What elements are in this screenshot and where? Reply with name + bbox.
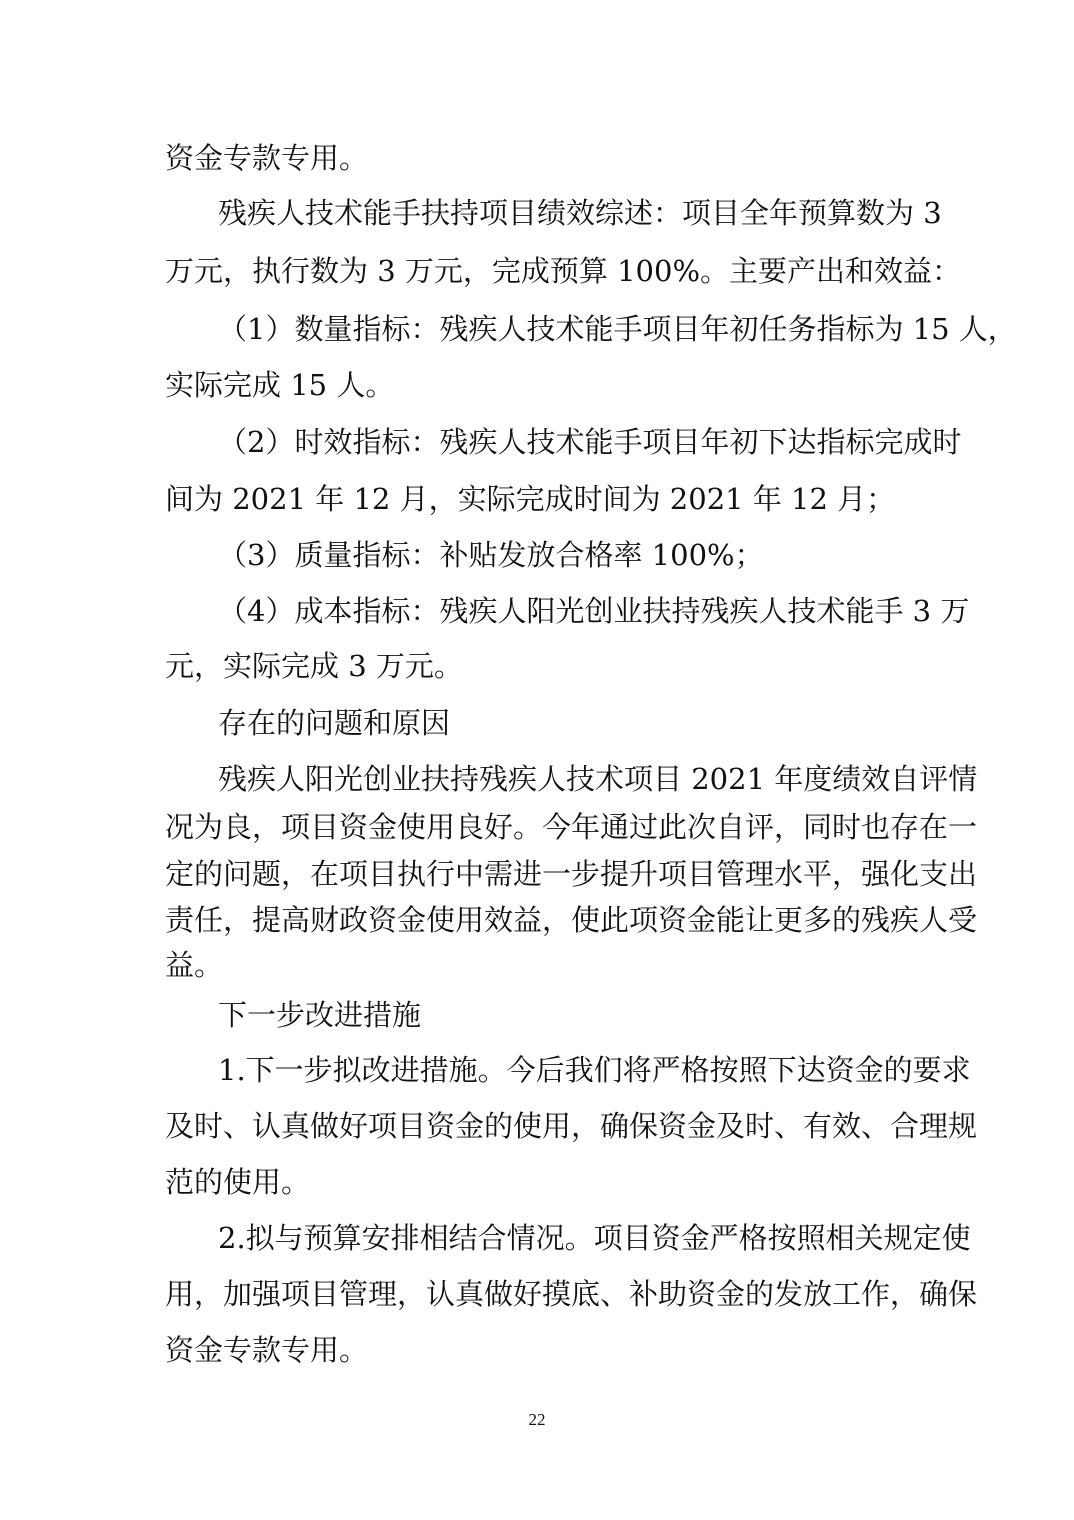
paragraph-line: 定的问题，在项目执行中需进一步提升项目管理水平，强化支出 (165, 857, 978, 891)
paragraph-line: （3）质量指标：补贴发放合格率 100%； (218, 538, 764, 572)
paragraph-line: 1.下一步拟改进措施。今后我们将严格按照下达资金的要求 (218, 1053, 971, 1087)
paragraph-line: 残疾人技术能手扶持项目绩效综述：项目全年预算数为 3 (218, 196, 942, 230)
section-heading-improvements: 下一步改进措施 (218, 998, 422, 1032)
paragraph-line: 及时、认真做好项目资金的使用，确保资金及时、有效、合理规 (165, 1109, 978, 1143)
page-number: 22 (528, 1410, 546, 1429)
paragraph-line: 残疾人阳光创业扶持残疾人技术项目 2021 年度绩效自评情 (218, 762, 978, 796)
paragraph-line: 元，实际完成 3 万元。 (165, 649, 463, 683)
paragraph-line: 益。 (165, 948, 224, 982)
paragraph-line: 资金专款专用。 (165, 141, 369, 175)
paragraph-line: 间为 2021 年 12 月，实际完成时间为 2021 年 12 月； (165, 482, 896, 516)
paragraph-line: （4）成本指标：残疾人阳光创业扶持残疾人技术能手 3 万 (218, 594, 970, 628)
paragraph-line: 实际完成 15 人。 (165, 368, 395, 402)
paragraph-line: 2.拟与预算安排相结合情况。项目资金严格按照相关规定使 (218, 1221, 971, 1255)
paragraph-line: （2）时效指标：残疾人技术能手项目年初下达指标完成时 (218, 425, 962, 459)
paragraph-line: （1）数量指标：残疾人技术能手项目年初任务指标为 15 人， (218, 312, 1017, 346)
paragraph-line: 资金专款专用。 (165, 1333, 369, 1367)
paragraph-line: 责任，提高财政资金使用效益，使此项资金能让更多的残疾人受 (165, 903, 978, 937)
section-heading-problems: 存在的问题和原因 (218, 706, 451, 740)
paragraph-line: 况为良，项目资金使用良好。今年通过此次自评，同时也存在一 (165, 810, 978, 844)
paragraph-line: 范的使用。 (165, 1165, 311, 1199)
paragraph-line: 万元，执行数为 3 万元，完成预算 100%。主要产出和效益： (165, 254, 962, 288)
paragraph-line: 用，加强项目管理，认真做好摸底、补助资金的发放工作，确保 (165, 1277, 978, 1311)
